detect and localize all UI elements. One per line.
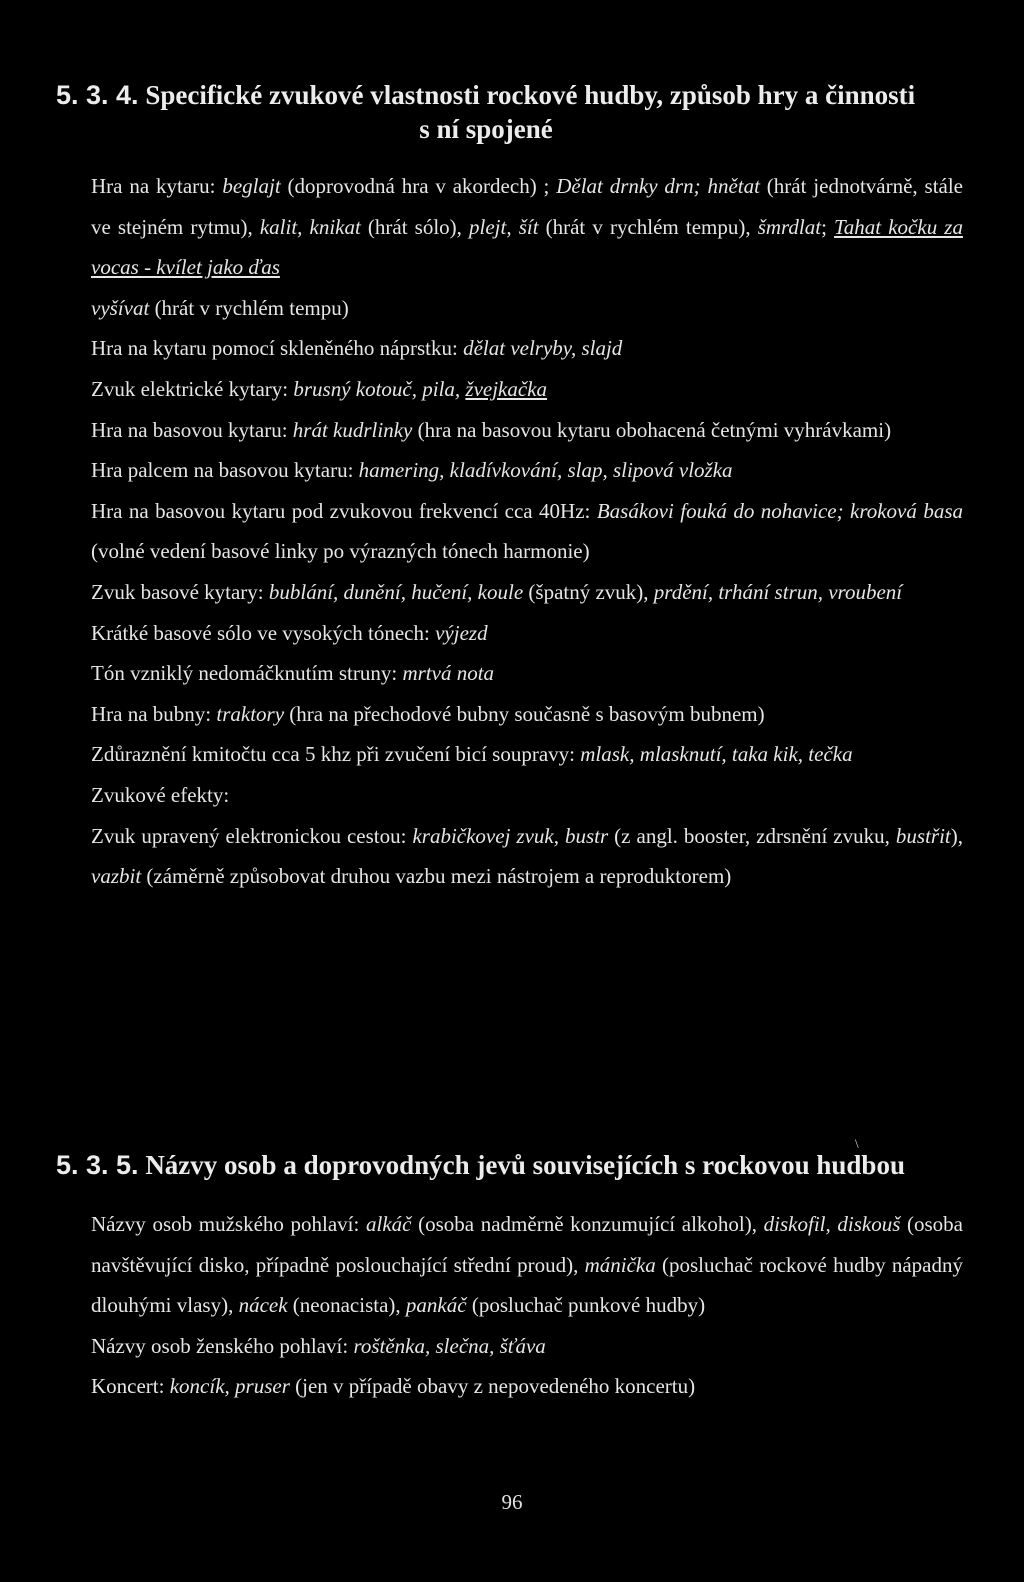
slang-term: nácek: [238, 1293, 288, 1318]
text-run: (posluchač rockové hudby nápadný dlouhými vlasy),: [91, 1252, 963, 1318]
paragraph: [91, 653, 963, 694]
slang-term: vyšívat: [91, 295, 150, 320]
section-535-body: [91, 1204, 963, 1407]
slang-term: plejt, šít: [469, 214, 539, 239]
slang-term: prdění, trhání strun, vroubení: [653, 579, 903, 604]
paragraph: [91, 816, 963, 897]
text-run: (jen v případě obavy z nepovedeného koncertu): [289, 1374, 696, 1399]
slang-term: Basákovi fouká do nohavice; kroková basa: [596, 498, 963, 523]
paragraph: [91, 1204, 963, 1326]
section-534-body: [91, 166, 963, 897]
text-run: (hrát jednotvárně, stále ve stejném rytmu),: [91, 174, 964, 239]
text-run: (osoba nadměrně konzumující alkohol),: [411, 1212, 764, 1236]
paragraph: [91, 734, 963, 775]
paragraph: [91, 1366, 963, 1407]
slang-term: koncík, pruser: [169, 1374, 290, 1399]
text-run: Zvuk basové kytary:: [91, 579, 269, 604]
paragraph: [91, 450, 963, 491]
section-534-title-line1: Specifické zvukové vlastnosti rockové hudby, způsob hry a činnosti: [145, 80, 916, 110]
slang-term: [465, 377, 547, 401]
text-run: Zvukové efekty:: [91, 782, 230, 807]
text-run: (záměrně způsobovat druhou vazbu mezi nástrojem a reproduktorem): [141, 864, 732, 889]
slang-term: traktory: [216, 701, 285, 726]
text-run: Zvuk upravený elektronickou cestou:: [91, 823, 413, 848]
paragraph: [91, 613, 963, 654]
underlined-term: žvejkačka: [465, 376, 548, 401]
paragraph: [91, 775, 963, 816]
slang-term: hrát kudrlinky: [292, 417, 413, 442]
paragraph: [91, 572, 963, 613]
text-run: Hra na bubny:: [91, 701, 217, 726]
text-run: (špatný zvuk),: [523, 579, 654, 604]
text-run: Hra na kytaru:: [91, 174, 223, 198]
paragraph: [91, 288, 963, 329]
slang-term: Dělat drnky drn; hnětat: [556, 174, 760, 198]
text-run: Názvy osob mužského pohlaví:: [91, 1212, 366, 1236]
slang-term: diskofil, diskouš: [763, 1212, 901, 1236]
slang-term: roštěnka, slečna, šťáva: [353, 1333, 546, 1358]
text-run: (hrát v rychlém tempu),: [538, 214, 758, 239]
text-run: Hra na basovou kytaru pod zvukovou frekvencí cca 40Hz:: [91, 498, 597, 523]
slang-term: alkáč: [366, 1212, 412, 1236]
slang-term: šmrdlat: [757, 214, 822, 239]
text-run: (osoba navštěvující disko, případně poslouchající střední proud),: [91, 1212, 963, 1277]
paragraph: [91, 328, 963, 369]
slang-term: bustřit: [895, 823, 951, 848]
text-run: Názvy osob ženského pohlaví:: [91, 1333, 354, 1358]
text-run: (posluchač punkové hudby): [466, 1293, 706, 1318]
section-534-title-line2: s ní spojené: [419, 114, 553, 144]
section-534-number: 5. 3. 4.: [56, 80, 139, 110]
slang-term: krabičkovej zvuk, bustr: [412, 823, 609, 848]
text-run: Hra palcem na basovou kytaru:: [91, 458, 359, 483]
text-run: Zvuk elektrické kytary:: [91, 376, 294, 401]
text-run: (hra na přechodové bubny současně s basovým bubnem): [284, 701, 765, 726]
stray-mark: \: [855, 1136, 859, 1151]
slang-term: brusný kotouč, pila,: [293, 376, 466, 401]
slang-term: bublání, dunění, hučení, koule: [268, 579, 524, 604]
slang-term: beglajt: [222, 174, 281, 198]
slang-term: mlask, mlasknutí, taka kik, tečka: [580, 742, 853, 767]
section-535-heading: [56, 1148, 976, 1182]
text-run: Tón vzniklý nedomáčknutím struny:: [91, 661, 403, 686]
text-run: Hra na kytaru pomocí skleněného náprstku:: [91, 336, 464, 361]
underlined-term: Tahat kočku za vocas - kvílet jako ďas: [91, 214, 963, 280]
slang-term: mrtvá nota: [402, 661, 495, 686]
slang-term: dělat velryby, slajd: [463, 336, 623, 361]
slang-term: hamering, kladívkování, slap, slipová vložka: [358, 458, 733, 483]
text-run: (hrát v rychlém tempu): [149, 295, 349, 320]
text-run: Hra na basovou kytaru:: [91, 417, 293, 442]
text-run: (z angl. booster, zdrsnění zvuku,: [608, 823, 896, 848]
text-run: ),: [950, 823, 963, 848]
slang-term: mánička: [584, 1252, 656, 1277]
text-run: ;: [821, 214, 835, 239]
page-number: 96: [501, 1490, 523, 1514]
text-run: (volné vedení basové linky po výrazných tónech harmonie): [91, 539, 590, 564]
paragraph: [91, 491, 963, 572]
text-run: (doprovodná hra v akordech) ;: [280, 174, 557, 198]
text-run: (neonacista),: [287, 1293, 406, 1318]
text-run: Zdůraznění kmitočtu cca 5 khz při zvučení bicí soupravy:: [91, 742, 581, 767]
paragraph: [91, 166, 963, 288]
section-535-title: Názvy osob a doprovodných jevů souvisejících s rockovou hudbou: [145, 1150, 905, 1180]
paragraph: [91, 369, 963, 410]
slang-term: výjezd: [435, 620, 488, 645]
section-535-number: 5. 3. 5.: [56, 1150, 139, 1180]
section-534-heading: [56, 78, 976, 146]
text-run: Krátké basové sólo ve vysokých tónech:: [91, 620, 436, 645]
paragraph: [91, 410, 963, 451]
text-run: (hra na basovou kytaru obohacená četnými vyhrávkami): [412, 417, 892, 442]
text-run: (hrát sólo),: [360, 214, 470, 239]
slang-term: pankáč: [405, 1293, 467, 1318]
text-run: Koncert:: [91, 1374, 170, 1399]
slang-term: vazbit: [91, 864, 142, 889]
paragraph: [91, 694, 963, 735]
slang-term: kalit, knikat: [259, 214, 361, 239]
paragraph: [91, 1326, 963, 1367]
